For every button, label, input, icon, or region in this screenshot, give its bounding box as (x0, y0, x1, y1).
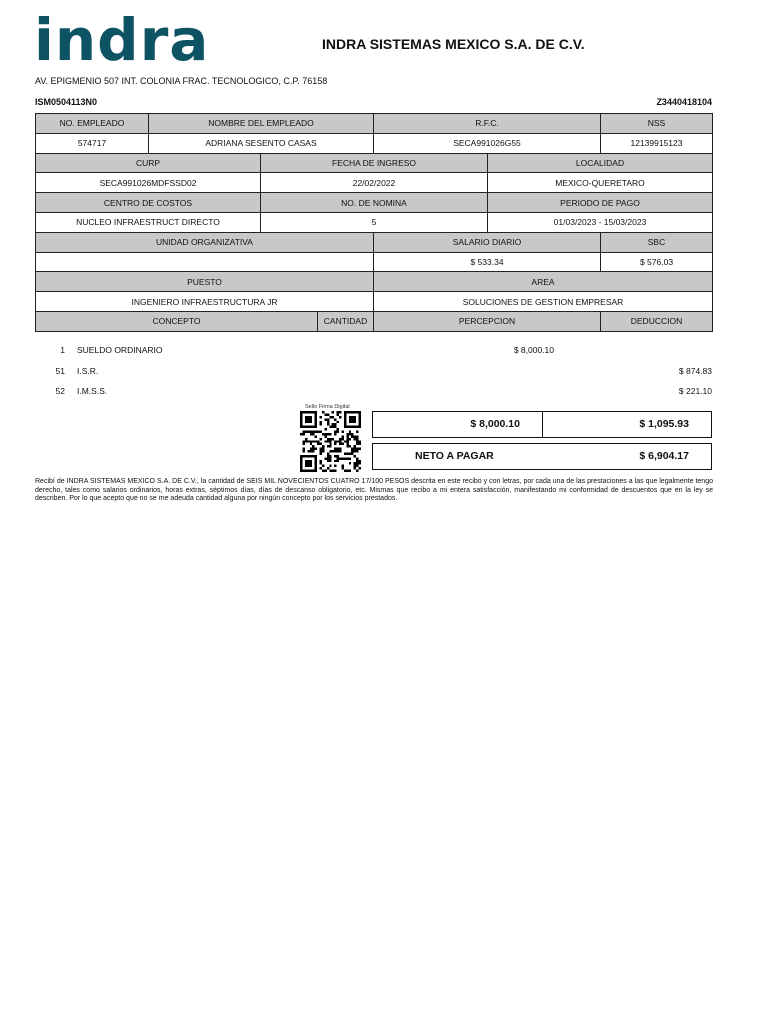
company-address: AV. EPIGMENIO 507 INT. COLONIA FRAC. TECNOLOGICO, C.P. 76158 (35, 76, 328, 86)
employee-info-table (35, 113, 713, 332)
concept-code: 51 (55, 365, 65, 376)
qr-code-icon (300, 411, 361, 472)
nombre-label: NOMBRE DEL EMPLEADO (149, 114, 374, 134)
localidad-value: MEXICO-QUERETARO (488, 173, 713, 193)
percepcion-header: PERCEPCION (374, 311, 601, 331)
folio-number: Z3440418104 (656, 97, 712, 107)
net-pay-amount: $ 6,904.17 (639, 450, 689, 462)
concept-row (35, 386, 712, 407)
rfc-label: R.F.C. (374, 114, 601, 134)
fecha-ingreso-label: FECHA DE INGRESO (261, 153, 488, 173)
concept-row (35, 366, 712, 387)
registro-patronal: ISM0504113N0 (35, 97, 98, 107)
deduccion-header: DEDUCCION (601, 311, 713, 331)
qr-label: Sello Firma Digital (305, 404, 350, 410)
centro-costos-label: CENTRO DE COSTOS (36, 193, 261, 213)
total-perception: $ 8,000.10 (470, 418, 520, 430)
puesto-label: PUESTO (36, 272, 374, 292)
total-deduction: $ 1,095.93 (639, 418, 689, 430)
concept-code: 1 (60, 345, 65, 355)
centro-costos-value: NUCLEO INFRAESTRUCT DIRECTO (36, 212, 261, 232)
concept-row (35, 345, 712, 366)
fecha-ingreso-value: 22/02/2022 (261, 173, 488, 193)
localidad-label: LOCALIDAD (488, 153, 713, 173)
concept-deduction: $ 221.10 (678, 386, 712, 396)
salario-diario-value: $ 533.34 (374, 252, 601, 272)
nombre-value: ADRIANA SESENTO CASAS (149, 133, 374, 153)
unidad-organizativa-value (36, 252, 374, 272)
total-deduction-box (542, 411, 712, 438)
net-pay-box (372, 443, 712, 470)
concept-deduction: $ 874.83 (678, 365, 712, 376)
periodo-pago-value: 01/03/2023 - 15/03/2023 (488, 212, 713, 232)
concept-lines (35, 345, 712, 407)
no-empleado-label: NO. EMPLEADO (36, 114, 149, 134)
net-pay-label: NETO A PAGAR (415, 450, 494, 462)
nss-label: NSS (601, 114, 713, 134)
concept-perception: $ 8,000.10 (513, 345, 554, 355)
indra-logo: indra (34, 6, 210, 74)
concepto-header: CONCEPTO (36, 311, 318, 331)
area-value: SOLUCIONES DE GESTION EMPRESAR (374, 292, 713, 312)
no-nomina-value: 5 (261, 212, 488, 232)
salario-diario-label: SALARIO DIARIO (374, 232, 601, 252)
concept-desc: SUELDO ORDINARIO (77, 345, 163, 355)
periodo-pago-label: PERIODO DE PAGO (488, 193, 713, 213)
rfc-value: SECA991026G55 (374, 133, 601, 153)
concept-code: 52 (55, 386, 65, 396)
puesto-value: INGENIERO INFRAESTRUCTURA JR (36, 292, 374, 312)
curp-value: SECA991026MDFSSD02 (36, 173, 261, 193)
unidad-organizativa-label: UNIDAD ORGANIZATIVA (36, 232, 374, 252)
concept-desc: I.M.S.S. (77, 386, 108, 396)
curp-label: CURP (36, 153, 261, 173)
sbc-value: $ 576.03 (601, 252, 713, 272)
legal-text: Recibí de INDRA SISTEMAS MEXICO S.A. DE C.V., la cantidad de SEIS MIL NOVECIENTOS CUATRO 17/100 PESOS descrita en este recibo y con letras, por cada una de las prestaciones a las que legalmente tengo derecho, tales como salarios ordinarios, horas extras, séptimos días, días de descanso obligatorio, etc. Mismas que recibo a mi entera satisfacción, manifestando mi conformidad de descuentos que en la ley se describen. Por lo que acepto que no se me adeuda cantidad alguna por ningún concepto por los servicios prestados. (35, 478, 713, 503)
cantidad-header: CANTIDAD (318, 311, 374, 331)
no-empleado-value: 574717 (36, 133, 149, 153)
no-nomina-label: NO. DE NOMINA (261, 193, 488, 213)
concept-desc: I.S.R. (77, 365, 99, 376)
area-label: AREA (374, 272, 713, 292)
nss-value: 12139915123 (601, 133, 713, 153)
total-perception-box (372, 411, 543, 438)
company-name: INDRA SISTEMAS MEXICO S.A. DE C.V. (322, 36, 585, 52)
sbc-label: SBC (601, 232, 713, 252)
